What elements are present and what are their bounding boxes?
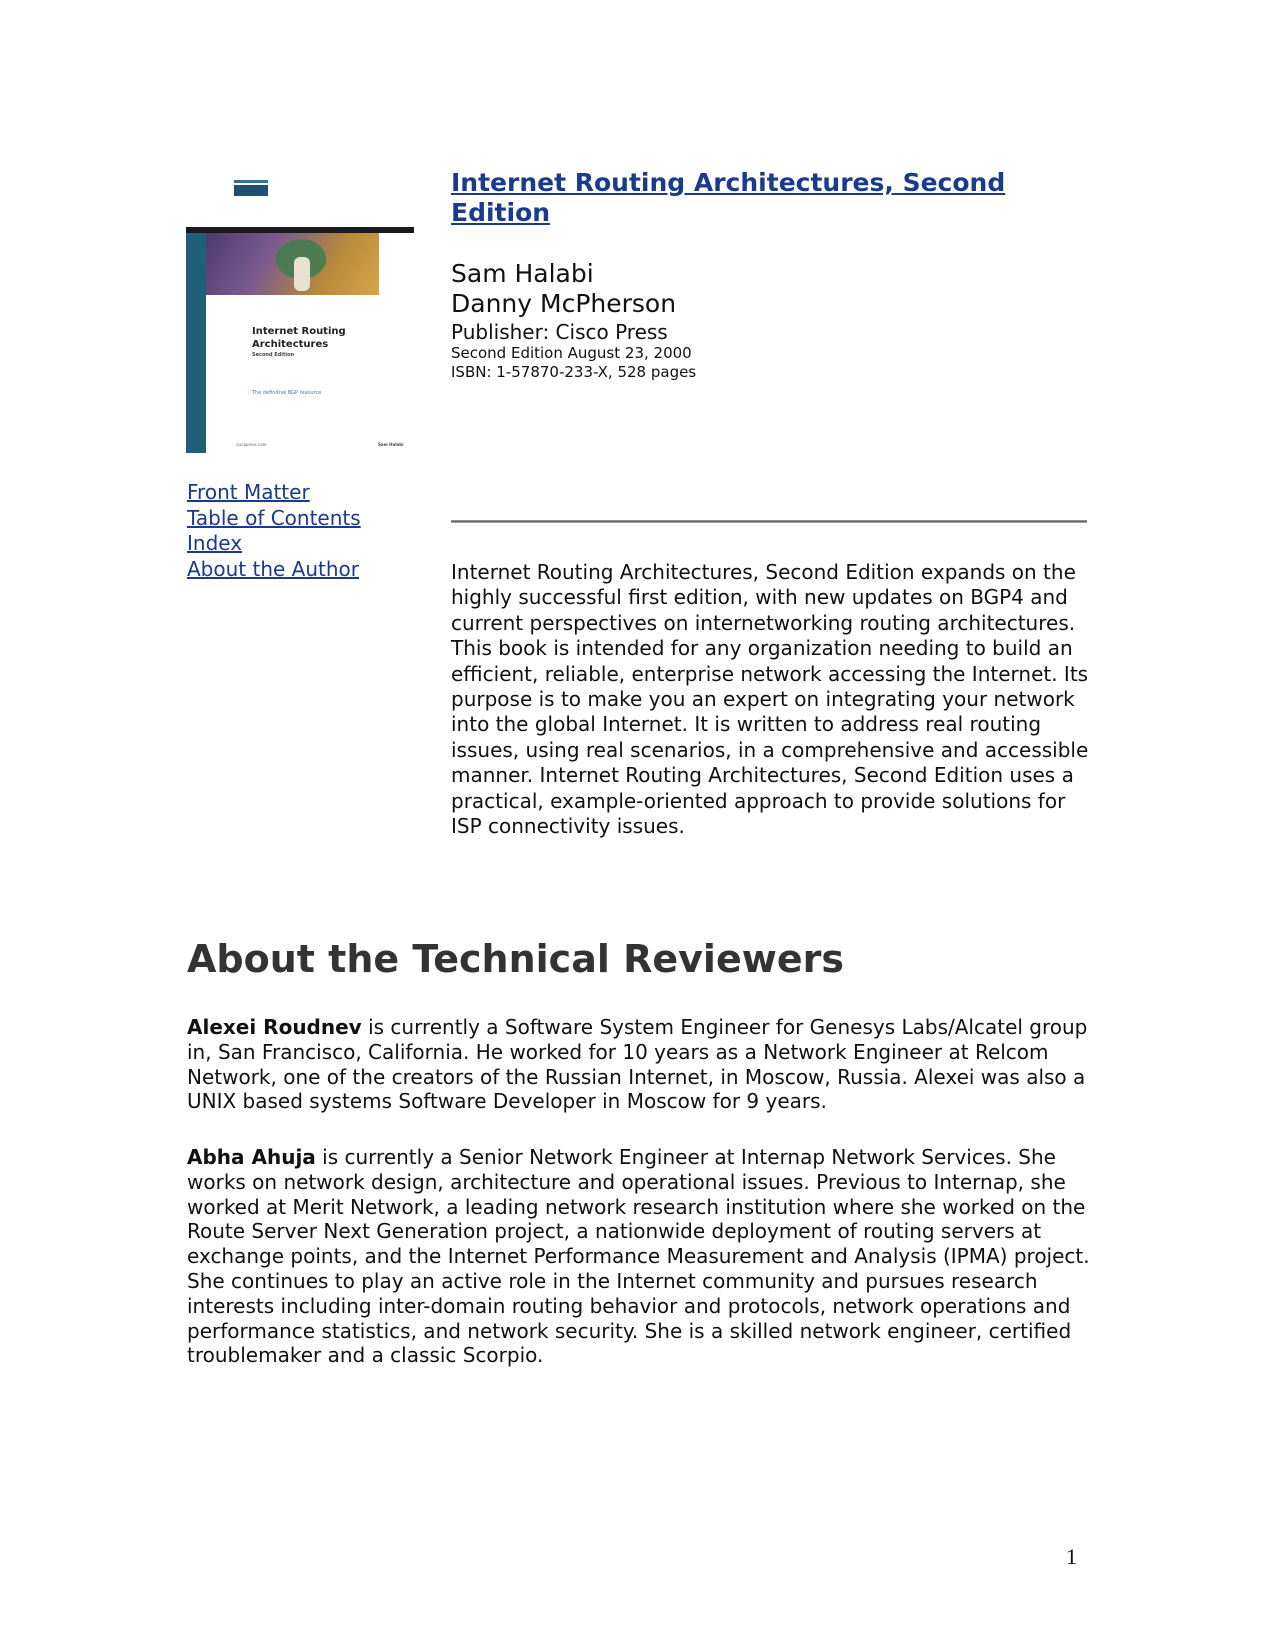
reviewer-name: Alexei Roudnev [187, 1015, 362, 1039]
publisher: Publisher: Cisco Press [451, 320, 668, 344]
book-cover-image [186, 170, 414, 453]
author-name: Sam Halabi [451, 259, 594, 288]
book-description: Internet Routing Architectures, Second Edition expands on the highly successful first edition, with new updates on BGP4 and current perspectives on internetworking routing architectures. This book is intended for any organization needing to build an efficient, reliable, enterprise network accessing the Internet. Its purpose is to make you an expert on integrating your network into the global Internet. It is written to address real routing issues, using real scenarios, in a comprehensive and accessible manner. Internet Routing Architectures, Second Edition uses a practical, example-oriented approach to provide solutions for ISP connectivity issues. [451, 560, 1089, 839]
nav-link-table-of-contents[interactable]: Table of Contents [187, 505, 361, 530]
cisco-press-logo [234, 180, 268, 196]
section-heading: About the Technical Reviewers [187, 937, 844, 981]
cover-tagline: The definitive BGP resource [252, 390, 322, 396]
edition-date: Second Edition August 23, 2000 [451, 344, 692, 362]
cover-title: Internet Routing Architectures [252, 326, 346, 350]
book-nav-links [187, 480, 361, 582]
reviewer-bio-text: is currently a Software System Engineer for Genesys Labs/Alcatel group in, San Francisco, California. He worked for 10 years as a Network Engineer at Relcom Network, one of the creators of the Russian Internet, in Moscow, Russia. Alexei was also a UNIX based systems Software Developer in Moscow for 9 years. [187, 1015, 1088, 1114]
isbn-pages: ISBN: 1-57870-233-X, 528 pages [451, 363, 697, 381]
nav-link-front-matter[interactable]: Front Matter [187, 480, 310, 504]
cover-artwork [206, 233, 379, 295]
author-name: Danny McPherson [451, 289, 677, 318]
reviewer-bio [187, 1015, 1092, 1114]
horizontal-divider [451, 520, 1087, 523]
reviewer-bio [187, 1145, 1092, 1368]
cover-footer-left: ciscopress.com [236, 442, 267, 447]
cover-footer-right: Sam Halabi [378, 442, 404, 447]
author-list [451, 259, 676, 319]
cover-subtitle: Second Edition [252, 352, 295, 358]
nav-link-about-the-author[interactable]: About the Author [187, 556, 360, 581]
page-number: 1 [1066, 1544, 1077, 1569]
reviewer-bio-text: is currently a Senior Network Engineer at Internap Network Services. She works on network design, architecture and operational issues. Previous to Internap, she worked at Merit Network, a leading network research institution where she worked on the Route Server Next Generation project, a nationwide deployment of routing servers at exchange points, and the Internet Performance Measurement and Analysis (IPMA) project. She continues to play an active role in the Internet community and pursues research interests including inter-domain routing behavior and protocols, network operations and performance statistics, and network security. She is a skilled network engineer, certified troublemaker and a classic Scorpio. [187, 1145, 1090, 1368]
reviewer-name: Abha Ahuja [187, 1145, 316, 1169]
nav-link-index[interactable]: Index [187, 531, 243, 555]
book-title-link[interactable]: Internet Routing Architectures, Second Edition [451, 168, 1006, 227]
